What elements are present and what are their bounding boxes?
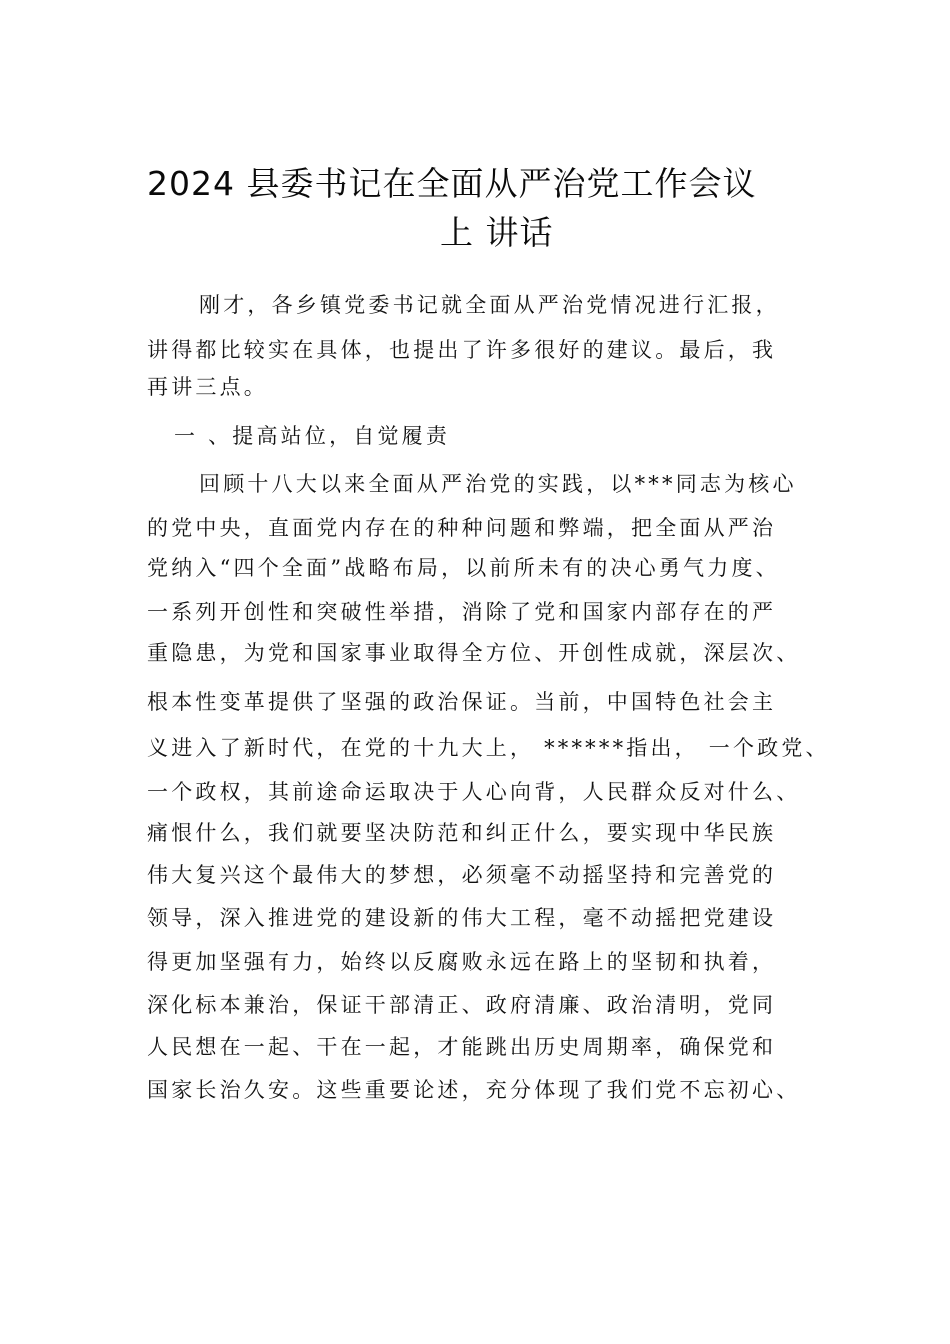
paragraph-line: 得更加坚强有力，始终以反腐败永远在路上的坚韧和执着， [147,950,777,974]
paragraph-line: 回顾十八大以来全面从严治党的实践，以***同志为核心 [199,472,797,496]
paragraph-line: 痛恨什么，我们就要坚决防范和纠正什么，要实现中华民族 [147,821,777,845]
paragraph-line: 一个政权，其前途命运取决于人心向背，人民群众反对什么、 [147,780,801,804]
paragraph-line: 一系列开创性和突破性举措，消除了党和国家内部存在的严 [147,600,777,624]
paragraph-line: 重隐患，为党和国家事业取得全方位、开创性成就，深层次、 [147,641,801,665]
document-title-line-1: 2024 县委书记在全面从严治党工作会议 [147,164,757,203]
paragraph-line: 再讲三点。 [147,375,268,399]
paragraph-line: 伟大复兴这个最伟大的梦想，必须毫不动摇坚持和完善党的 [147,863,777,887]
paragraph-line: 根本性变革提供了坚强的政治保证。当前，中国特色社会主 [147,690,777,714]
paragraph-line: 领导，深入推进党的建设新的伟大工程，毫不动摇把党建设 [147,906,777,930]
paragraph-line: 深化标本兼治，保证干部清正、政府清廉、政治清明，党同 [147,993,777,1017]
document-title-line-2: 上 讲话 [440,213,554,252]
section-heading: 一 、提高站位，自觉履责 [174,424,451,448]
paragraph-line: 刚才，各乡镇党委书记就全面从严治党情况进行汇报， [199,293,780,317]
paragraph-line: 讲得都比较实在具体，也提出了许多很好的建议。最后，我 [147,338,777,362]
paragraph-line: 的党中央，直面党内存在的种种问题和弊端，把全面从严治 [147,516,777,540]
paragraph-line: 党纳入“四个全面”战略布局，以前所未有的决心勇气力度、 [147,556,780,580]
paragraph-line: 国家长治久安。这些重要论述，充分体现了我们党不忘初心、 [147,1078,801,1102]
paragraph-line: 义进入了新时代，在党的十九大上， ******指出， 一个政党、 [147,736,830,760]
paragraph-line: 人民想在一起、干在一起，才能跳出历史周期率，确保党和 [147,1035,777,1059]
